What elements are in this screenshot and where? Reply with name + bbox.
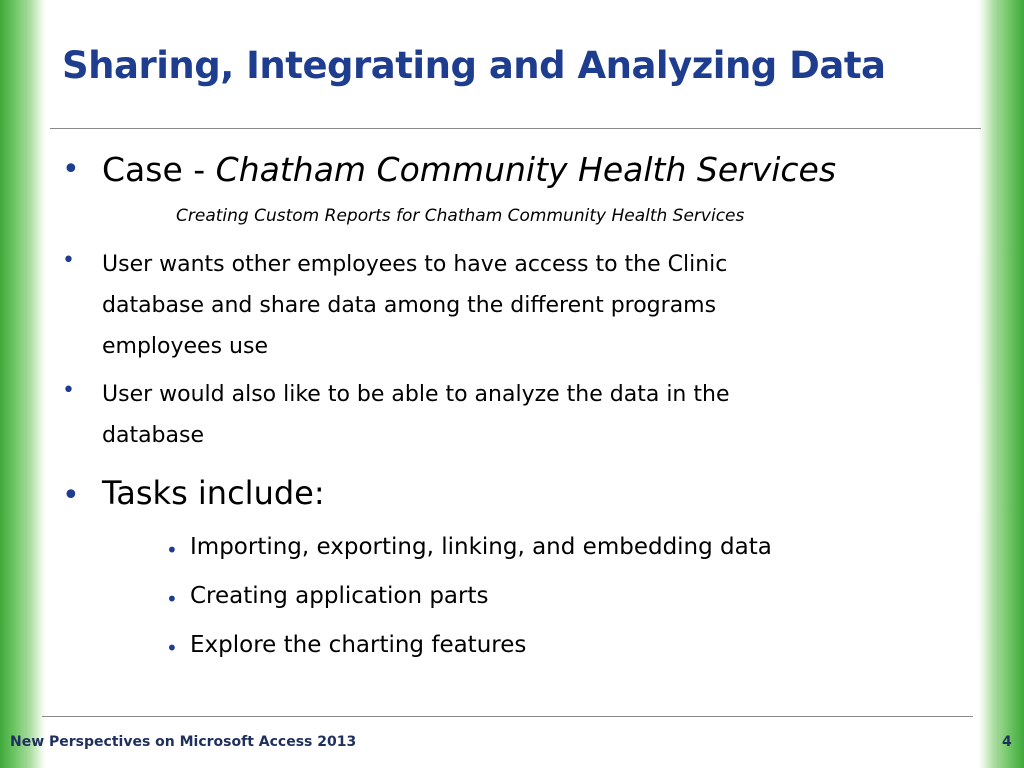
task-item: Explore the charting features — [190, 632, 527, 658]
sub-bullet-icon: • — [166, 538, 178, 562]
left-decorative-bar — [0, 0, 46, 768]
bullet-icon: • — [62, 248, 75, 273]
title-divider — [50, 128, 981, 129]
footer-divider — [42, 716, 973, 717]
bullet-icon: • — [62, 478, 80, 513]
bullet-icon: • — [62, 378, 75, 403]
case-subtitle: Creating Custom Reports for Chatham Community Health Services — [176, 206, 745, 226]
sub-bullet-icon: • — [166, 636, 178, 660]
case-name: Chatham Community Health Services — [215, 150, 837, 189]
footer-text: New Perspectives on Microsoft Access 2013 — [10, 734, 357, 750]
right-decorative-bar — [978, 0, 1024, 768]
task-item: Importing, exporting, linking, and embedding data — [190, 534, 772, 560]
bullet-line: database and share data among the different programs — [102, 293, 717, 318]
case-prefix: Case - — [102, 150, 216, 189]
bullet-line: database — [102, 423, 204, 448]
tasks-heading: Tasks include: — [102, 474, 325, 512]
sub-bullet-icon: • — [166, 587, 178, 611]
bullet-line: User would also like to be able to analyze the data in the — [102, 382, 730, 407]
case-line — [102, 150, 836, 189]
bullet-line: User wants other employees to have access to the Clinic — [102, 252, 728, 277]
bullet-icon: • — [62, 152, 80, 187]
task-item: Creating application parts — [190, 583, 489, 609]
bullet-line: employees use — [102, 334, 268, 359]
bullet-text — [102, 374, 729, 456]
page-number: 4 — [1002, 734, 1012, 750]
slide-title: Sharing, Integrating and Analyzing Data — [62, 44, 886, 87]
bullet-text — [102, 244, 727, 367]
